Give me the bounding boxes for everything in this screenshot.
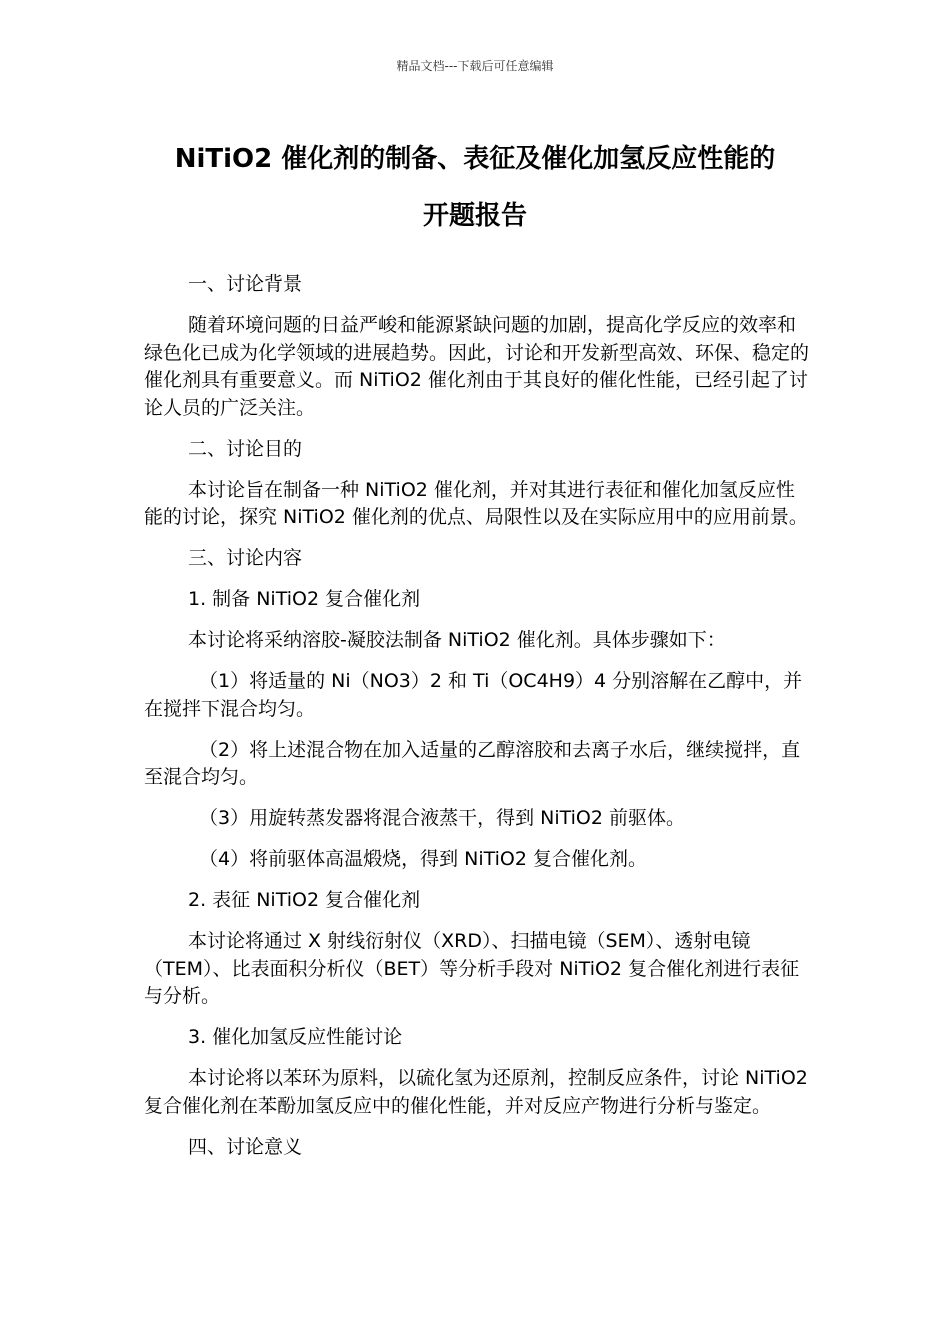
section-heading-content: 三、讨论内容: [188, 547, 303, 569]
paragraph-characterization: 本讨论将通过 X 射线衍射仪（XRD）、扫描电镜（SEM）、透射电镜（TEM）、比表面积分析仪（BET）等分析手段对 NiTiO2 复合催化剂进行表征与分析。: [144, 930, 800, 1007]
document-body: [144, 271, 812, 1175]
section-heading-purpose: 二、讨论目的: [188, 437, 303, 460]
document-title-line-2: 开题报告: [422, 201, 527, 231]
preparation-step-1: （1）将适量的 Ni（NO3）2 和 Ti（OC4H9）4 分别溶解在乙醇中，并在搅拌下混合均匀。: [144, 670, 803, 720]
subsection-heading-hydrogenation: 3. 催化加氢反应性能讨论: [188, 1026, 403, 1048]
document-title-line-1: NiTiO2 催化剂的制备、表征及催化加氢反应性能的: [174, 144, 776, 174]
paragraph-background: 随着环境问题的日益严峻和能源紧缺问题的加剧，提高化学反应的效率和绿色化已成为化学领域的进展趋势。因此，讨论和开发新型高效、环保、稳定的催化剂具有重要意义。而 NiTiO2 催化剂由于其良好的催化性能，已经引起了讨论人员的广泛关注。: [144, 314, 810, 419]
subsection-heading-characterization: 2. 表征 NiTiO2 复合催化剂: [188, 889, 421, 911]
header-note: 精品文档---下载后可任意编辑: [396, 59, 554, 73]
preparation-step-4: （4）将前驱体高温煅烧，得到 NiTiO2 复合催化剂。: [199, 848, 648, 870]
section-heading-significance: 四、讨论意义: [188, 1135, 303, 1158]
subsection-heading-preparation: 1. 制备 NiTiO2 复合催化剂: [188, 588, 421, 610]
paragraph-purpose: 本讨论旨在制备一种 NiTiO2 催化剂，并对其进行表征和催化加氢反应性能的讨论，探究 NiTiO2 催化剂的优点、局限性以及在实际应用中的应用前景。: [144, 478, 808, 528]
preparation-step-2: （2）将上述混合物在加入适量的乙醇溶胶和去离子水后，继续搅拌，直至混合均匀。: [144, 738, 801, 788]
paragraph-preparation: 本讨论将采纳溶胶-凝胶法制备 NiTiO2 催化剂。具体步骤如下：: [188, 629, 726, 651]
paragraph-hydrogenation: 本讨论将以苯环为原料，以硫化氢为还原剂，控制反应条件，讨论 NiTiO2 复合催化剂在苯酚加氢反应中的催化性能，并对反应产物进行分析与鉴定。: [144, 1067, 808, 1117]
preparation-step-3: （3）用旋转蒸发器将混合液蒸干，得到 NiTiO2 前驱体。: [199, 807, 686, 829]
section-heading-background: 一、讨论背景: [188, 273, 303, 295]
